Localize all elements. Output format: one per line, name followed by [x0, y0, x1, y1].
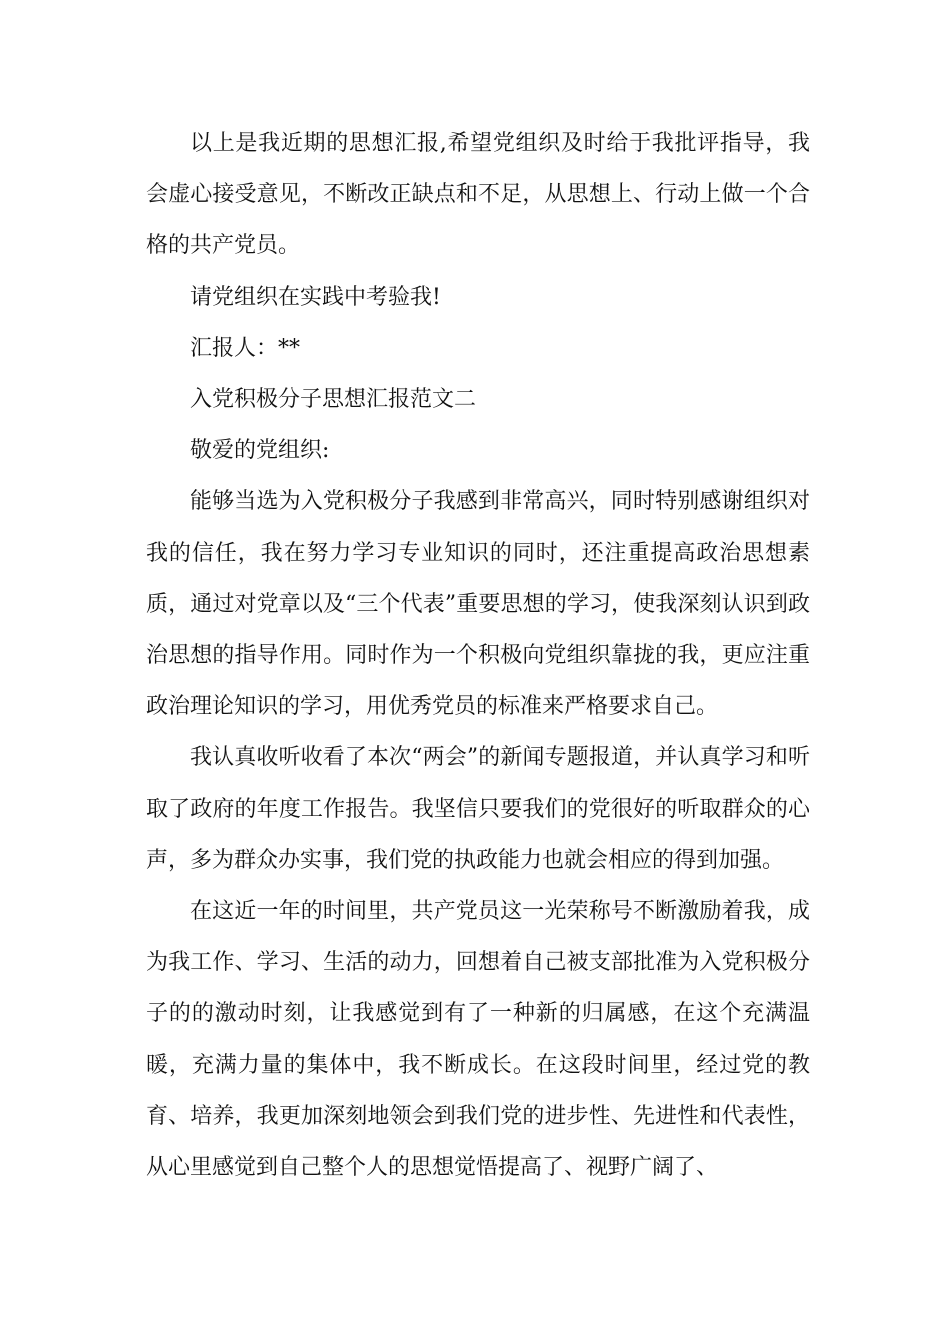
reporter-line: 汇报人：** — [190, 335, 301, 361]
paragraph-body-3: 在这近一年的时间里，共产党员这一光荣称号不断激励着我，成为我工作、学习、生活的动力，回想着自己被支部批准为入党积极分子的的激动时刻，让我感觉到有了一种新的归属感，在这个充满温暖，充满力量的集体中，我不断成长。在这段时间里，经过党的教育、培养，我更加深刻地领会到我们党的进步性、先进性和代表性，从心里感觉到自己整个人的思想觉悟提高了、视野广阔了、 — [146, 899, 810, 1181]
paragraph-body-1: 能够当选为入党积极分子我感到非常高兴，同时特别感谢组织对我的信任，我在努力学习专业知识的同时，还注重提高政治思想素质，通过对党章以及“三个代表”重要思想的学习，使我深刻认识到政治思想的指导作用。同时作为一个积极向党组织靠拢的我，更应注重政治理论知识的学习，用优秀党员的标准来严格要求自己。 — [146, 489, 810, 720]
document-body — [146, 118, 810, 1193]
paragraph-body-2: 我认真收听收看了本次“两会”的新闻专题报道，并认真学习和听取了政府的年度工作报告。我坚信只要我们的党很好的听取群众的心声，多为群众办实事，我们党的执政能力也就会相应的得到加强。 — [146, 745, 810, 873]
section-title: 入党积极分子思想汇报范文二 — [190, 387, 477, 413]
paragraph-closing-remarks: 以上是我近期的思想汇报,希望党组织及时给于我批评指导，我会虚心接受意见，不断改正缺点和不足，从思想上、行动上做一个合格的共产党员。 — [146, 131, 810, 259]
salutation: 敬爱的党组织: — [190, 438, 330, 464]
paragraph-request: 请党组织在实践中考验我! — [190, 284, 441, 310]
